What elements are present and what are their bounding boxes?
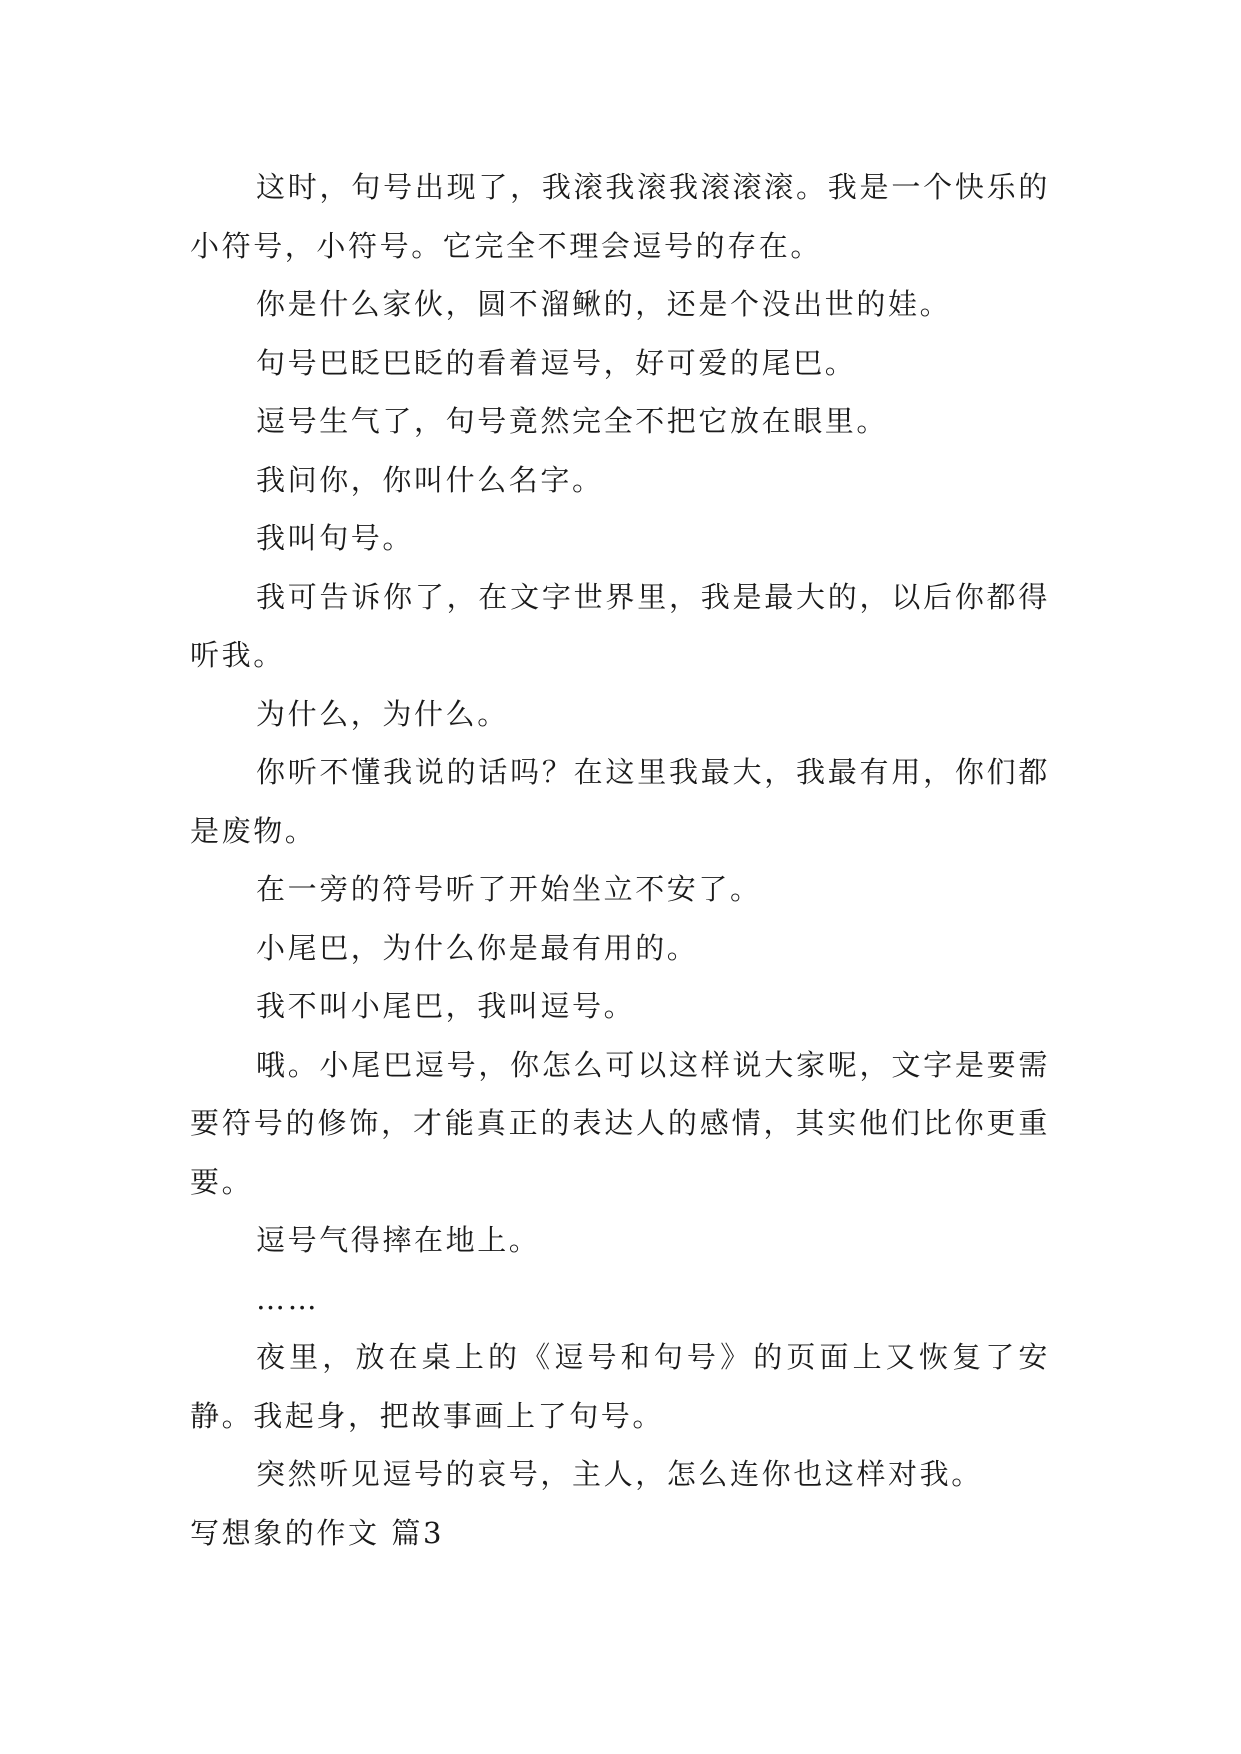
paragraph: 你是什么家伙，圆不溜鳅的，还是个没出世的娃。 — [256, 287, 952, 321]
paragraph: 这时，句号出现了，我滚我滚我滚滚滚。我是一个快乐的小符号，小符号。它完全不理会逗号的存在。 — [190, 170, 1050, 263]
paragraph: 我叫句号。 — [256, 521, 415, 555]
paragraph: 句号巴眨巴眨的看着逗号，好可爱的尾巴。 — [256, 345, 857, 380]
paragraph: 小尾巴，为什么你是最有用的。 — [256, 930, 699, 965]
paragraph: 逗号气得摔在地上。 — [256, 1223, 541, 1257]
paragraph: 哦。小尾巴逗号，你怎么可以这样说大家呢，文字是要需要符号的修饰，才能真正的表达人的感情，其实他们比你更重要。 — [190, 1047, 1050, 1199]
paragraph: 为什么，为什么。 — [256, 696, 509, 731]
paragraph: 突然听见逗号的哀号，主人，怎么连你也这样对我。 — [256, 1457, 983, 1491]
paragraph: 逗号生气了，句号竟然完全不把它放在眼里。 — [256, 404, 889, 438]
paragraph: 你听不懂我说的话吗？在这里我最大，我最有用，你们都是废物。 — [190, 755, 1050, 848]
paragraph: 我可告诉你了，在文字世界里，我是最大的，以后你都得听我。 — [190, 579, 1050, 672]
paragraph: 在一旁的符号听了开始坐立不安了。 — [256, 872, 762, 906]
paragraph: 夜里，放在桌上的《逗号和句号》的页面上又恢复了安静。我起身，把故事画上了句号。 — [190, 1340, 1050, 1433]
section-heading: 写想象的作文 篇3 — [190, 1515, 445, 1550]
paragraph: 我不叫小尾巴，我叫逗号。 — [256, 989, 636, 1023]
document-body — [190, 158, 1050, 1562]
ellipsis-paragraph: …… — [256, 1281, 320, 1316]
paragraph: 我问你，你叫什么名字。 — [256, 462, 604, 497]
